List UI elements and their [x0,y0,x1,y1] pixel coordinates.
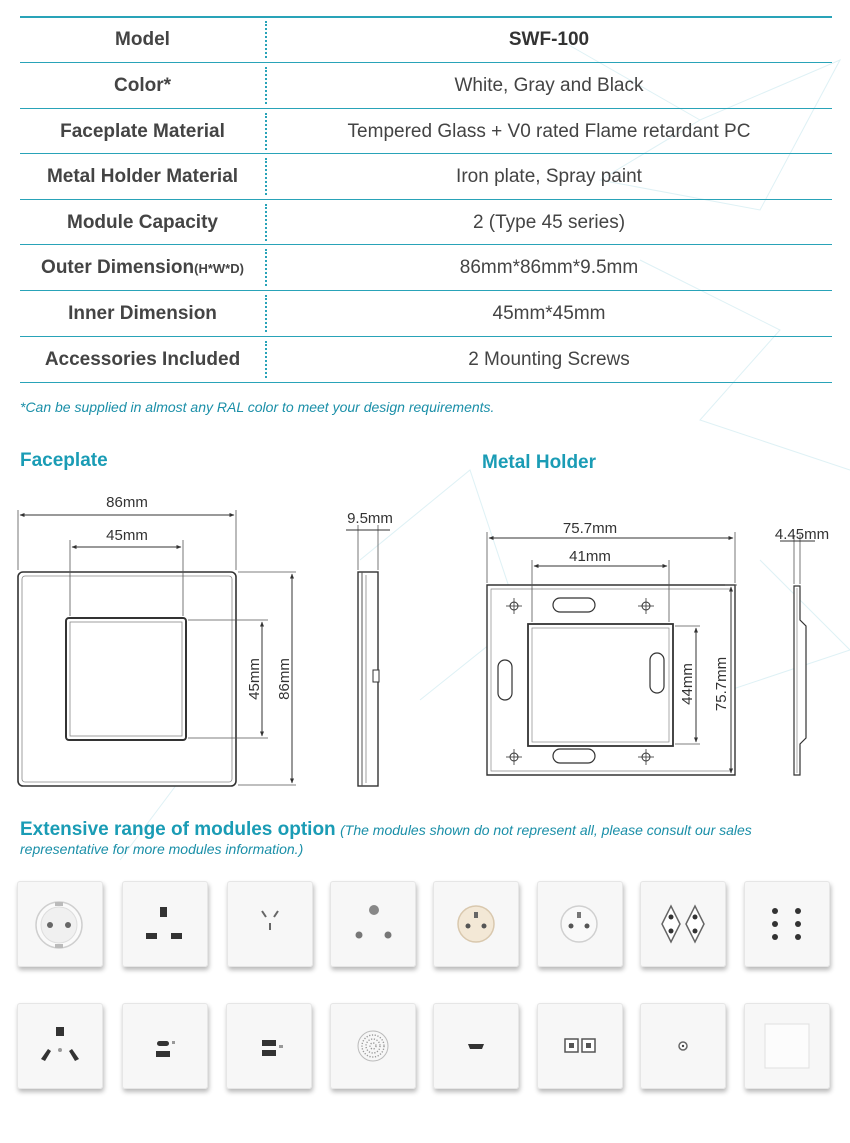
spec-value: 45mm*45mm [492,303,606,324]
dual-eu-socket-icon [640,881,726,967]
module-universal-socket [17,1003,103,1089]
french-socket-icon [433,881,519,967]
italian-socket-icon [744,881,830,967]
speaker-icon [330,1003,416,1089]
module-schuko-socket [17,881,103,967]
metal-holder-front-drawing [487,520,737,775]
spec-label-text: Outer Dimension [41,257,195,278]
module-french-socket [433,881,519,967]
dual-usb-charger-icon [226,1003,312,1089]
holder-height-label: 75.7mm [713,656,730,712]
module-australian-socket [227,881,313,967]
spec-value: Tempered Glass + V0 rated Flame retardant PC [347,121,751,142]
faceplate-height-label: 86mm [276,658,293,700]
faceplate-depth-label: 9.5mm [347,510,393,527]
spec-label: Module Capacity [67,212,218,233]
universal-socket-icon [17,1003,103,1089]
module-blank-plate [744,1003,830,1089]
faceplate-width-label: 86mm [106,494,148,511]
module-hdmi-outlet [433,1003,519,1089]
metal-holder-heading: Metal Holder [482,452,597,473]
spec-value: 2 Mounting Screws [468,349,630,370]
spec-label: Faceplate Material [60,121,225,142]
holder-width-label: 75.7mm [562,520,618,537]
french-socket-alt-icon [537,881,623,967]
modules-heading [20,820,835,859]
south-african-socket-icon [330,881,416,967]
faceplate-inner-width-label: 45mm [106,527,148,544]
module-dual-eu-socket [640,881,726,967]
module-french-socket-alt [537,881,623,967]
uk-socket-icon [122,881,208,967]
module-italian-socket [744,881,830,967]
hdmi-outlet-icon [433,1003,519,1089]
spec-label-suffix: (H*W*D) [194,261,244,276]
holder-inner-height-label: 44mm [679,663,696,705]
spec-value: White, Gray and Black [454,75,644,96]
module-tv-coax-outlet [640,1003,726,1089]
metal-holder-side-drawing [775,526,829,775]
spec-label: Metal Holder Material [46,166,239,187]
australian-socket-icon [227,881,313,967]
color-note: *Can be supplied in almost any RAL color to meet your design requirements. [20,399,495,415]
module-uk-socket [122,881,208,967]
spec-value: SWF-100 [508,29,590,50]
module-south-african-socket [330,881,416,967]
modules-note: (The modules shown do not represent all, please consult our sales representative for more modules information.) [20,822,752,857]
module-dual-usb-charger [226,1003,312,1089]
schuko-socket-icon [17,881,103,967]
rj45-dual-outlet-icon [537,1003,623,1089]
spec-value: Iron plate, Spray paint [456,166,642,187]
tv-coax-outlet-icon [640,1003,726,1089]
spec-label: Color* [114,75,171,96]
module-speaker [330,1003,416,1089]
spec-label: Inner Dimension [68,303,217,324]
module-usb-c-charger [122,1003,208,1089]
usb-c-charger-icon [122,1003,208,1089]
faceplate-front-drawing [18,494,296,786]
modules-title: Extensive range of modules option [20,819,336,840]
faceplate-inner-height-label: 45mm [246,658,263,700]
spec-label: Model [115,29,170,50]
faceplate-heading: Faceplate [20,450,108,471]
spec-value: 86mm*86mm*9.5mm [459,257,639,278]
module-rj45-dual-outlet [537,1003,623,1089]
holder-depth-label: 4.45mm [774,526,830,543]
faceplate-side-drawing [346,510,393,786]
spec-label: Accessories Included [44,349,241,370]
spec-value: 2 (Type 45 series) [472,212,626,233]
holder-inner-width-label: 41mm [569,548,611,565]
blank-plate-icon [744,1003,830,1089]
